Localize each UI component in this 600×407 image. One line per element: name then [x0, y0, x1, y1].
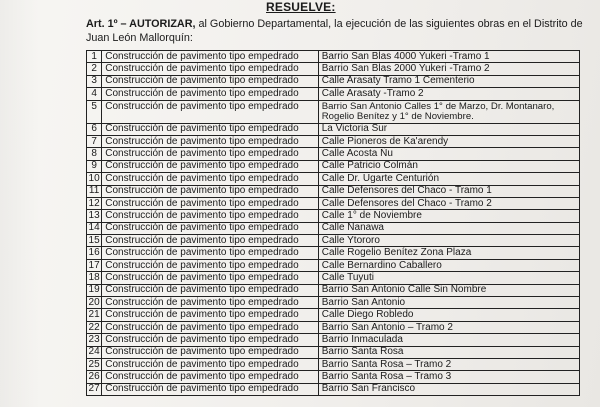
row-number: 12	[87, 197, 102, 209]
row-number: 8	[87, 148, 102, 160]
row-number: 11	[87, 185, 102, 197]
table-row	[87, 63, 580, 75]
works-table	[86, 50, 580, 396]
row-number: 5	[87, 100, 102, 123]
table-row	[87, 100, 580, 123]
work-location: Calle Arasaty -Tramo 2	[318, 88, 579, 100]
table-row	[87, 135, 580, 147]
row-number: 19	[87, 284, 102, 296]
table-row	[87, 210, 580, 222]
work-type: Construcción de pavimento tipo empedrado	[102, 259, 319, 271]
work-type: Construcción de pavimento tipo empedrado	[102, 309, 319, 321]
table-row	[87, 185, 580, 197]
work-location: Calle Acosta Ñu	[318, 148, 579, 160]
work-location: Calle Nanawa	[318, 222, 579, 234]
table-row	[87, 88, 580, 100]
table-row	[87, 284, 580, 296]
work-type: Construcción de pavimento tipo empedrado	[102, 247, 319, 259]
row-number: 20	[87, 297, 102, 309]
row-number: 22	[87, 321, 102, 333]
row-number: 6	[87, 123, 102, 135]
work-location: Barrio San Antonio Calle Sin Nombre	[318, 284, 579, 296]
resolve-heading: RESUELVE:	[266, 0, 336, 14]
work-type: Construcción de pavimento tipo empedrado	[102, 173, 319, 185]
work-location: Calle 1° de Noviembre	[318, 210, 579, 222]
work-location: Calle Ytororo	[318, 235, 579, 247]
table-row	[87, 197, 580, 209]
article-text: al Gobierno Departamental, la ejecución de las siguientes obras en el Distrito de Juan León Mallorquín:	[86, 18, 583, 44]
work-type: Construcción de pavimento tipo empedrado	[102, 358, 319, 370]
work-type: Construcción de pavimento tipo empedrado	[102, 135, 319, 147]
work-type: Construcción de pavimento tipo empedrado	[102, 297, 319, 309]
row-number: 18	[87, 272, 102, 284]
row-number: 21	[87, 309, 102, 321]
work-location: Calle Defensores del Chaco - Tramo 1	[318, 185, 579, 197]
work-location: Calle Bernardino Caballero	[318, 259, 579, 271]
work-type: Construcción de pavimento tipo empedrado	[102, 321, 319, 333]
work-location: Barrio San Antonio – Tramo 2	[318, 321, 579, 333]
row-number: 4	[87, 88, 102, 100]
table-row	[87, 259, 580, 271]
table-row	[87, 148, 580, 160]
table-row	[87, 346, 580, 358]
work-location: Calle Diego Robledo	[318, 309, 579, 321]
work-type: Construcción de pavimento tipo empedrado	[102, 160, 319, 172]
work-location: Calle Tuyuti	[318, 272, 579, 284]
work-type: Construcción de pavimento tipo empedrado	[102, 383, 319, 395]
table-row	[87, 235, 580, 247]
work-type: Construcción de pavimento tipo empedrado	[102, 148, 319, 160]
row-number: 15	[87, 235, 102, 247]
row-number: 23	[87, 334, 102, 346]
work-type: Construcción de pavimento tipo empedrado	[102, 185, 319, 197]
table-row	[87, 334, 580, 346]
work-type: Construcción de pavimento tipo empedrado	[102, 75, 319, 87]
work-type: Construcción de pavimento tipo empedrado	[102, 123, 319, 135]
work-location: Barrio San Antonio	[318, 297, 579, 309]
row-number: 1	[87, 51, 102, 63]
work-type: Construcción de pavimento tipo empedrado	[102, 222, 319, 234]
table-row	[87, 321, 580, 333]
work-location: Calle Defensores del Chaco - Tramo 2	[318, 197, 579, 209]
table-row	[87, 173, 580, 185]
work-type: Construcción de pavimento tipo empedrado	[102, 51, 319, 63]
table-row	[87, 160, 580, 172]
table-row	[87, 371, 580, 383]
row-number: 13	[87, 210, 102, 222]
table-row	[87, 297, 580, 309]
work-type: Construcción de pavimento tipo empedrado	[102, 284, 319, 296]
work-location: Barrio Santa Rosa – Tramo 3	[318, 371, 579, 383]
work-type: Construcción de pavimento tipo empedrado	[102, 334, 319, 346]
work-location: Barrio Santa Rosa – Tramo 2	[318, 358, 579, 370]
works-table-body	[87, 51, 580, 396]
work-type: Construcción de pavimento tipo empedrado	[102, 197, 319, 209]
work-location: Calle Dr. Ugarte Centurión	[318, 173, 579, 185]
table-row	[87, 358, 580, 370]
work-location: Calle Rogelio Benítez Zona Plaza	[318, 247, 579, 259]
row-number: 14	[87, 222, 102, 234]
work-type: Construcción de pavimento tipo empedrado	[102, 63, 319, 75]
work-location: Barrio Santa Rosa	[318, 346, 579, 358]
work-type: Construcción de pavimento tipo empedrado	[102, 272, 319, 284]
work-type: Construcción de pavimento tipo empedrado	[102, 235, 319, 247]
work-location: Barrio San Francisco	[318, 383, 579, 395]
row-number: 24	[87, 346, 102, 358]
table-row	[87, 75, 580, 87]
work-location: Calle Patricio Colmán	[318, 160, 579, 172]
work-location: Barrio San Antonio Calles 1° de Marzo, Dr. Montanaro, Rogelio Benítez y 1° de Noviembre.	[318, 100, 579, 123]
work-type: Construcción de pavimento tipo empedrado	[102, 88, 319, 100]
work-type: Construcción de pavimento tipo empedrado	[102, 371, 319, 383]
work-location: Barrio San Blas 2000 Yukeri -Tramo 2	[318, 63, 579, 75]
work-type: Construcción de pavimento tipo empedrado	[102, 346, 319, 358]
table-row	[87, 383, 580, 395]
work-type: Construcción de pavimento tipo empedrado	[102, 210, 319, 222]
table-row	[87, 309, 580, 321]
work-location: La Victoria Sur	[318, 123, 579, 135]
row-number: 16	[87, 247, 102, 259]
row-number: 10	[87, 173, 102, 185]
row-number: 17	[87, 259, 102, 271]
row-number: 2	[87, 63, 102, 75]
work-location: Barrio Inmaculada	[318, 334, 579, 346]
work-type: Construcción de pavimento tipo empedrado	[102, 100, 319, 123]
table-row	[87, 222, 580, 234]
row-number: 3	[87, 75, 102, 87]
article-paragraph	[86, 17, 586, 45]
work-location: Barrio San Blas 4000 Yukeri -Tramo 1	[318, 51, 579, 63]
row-number: 7	[87, 135, 102, 147]
row-number: 26	[87, 371, 102, 383]
article-label: Art. 1º – AUTORIZAR,	[86, 18, 196, 30]
work-location: Calle Pioneros de Ka'arendy	[318, 135, 579, 147]
page-shadow	[0, 0, 40, 407]
table-row	[87, 51, 580, 63]
table-row	[87, 272, 580, 284]
row-number: 9	[87, 160, 102, 172]
table-row	[87, 247, 580, 259]
table-row	[87, 123, 580, 135]
work-location: Calle Arasaty Tramo 1 Cementerio	[318, 75, 579, 87]
row-number: 25	[87, 358, 102, 370]
row-number: 27	[87, 383, 102, 395]
